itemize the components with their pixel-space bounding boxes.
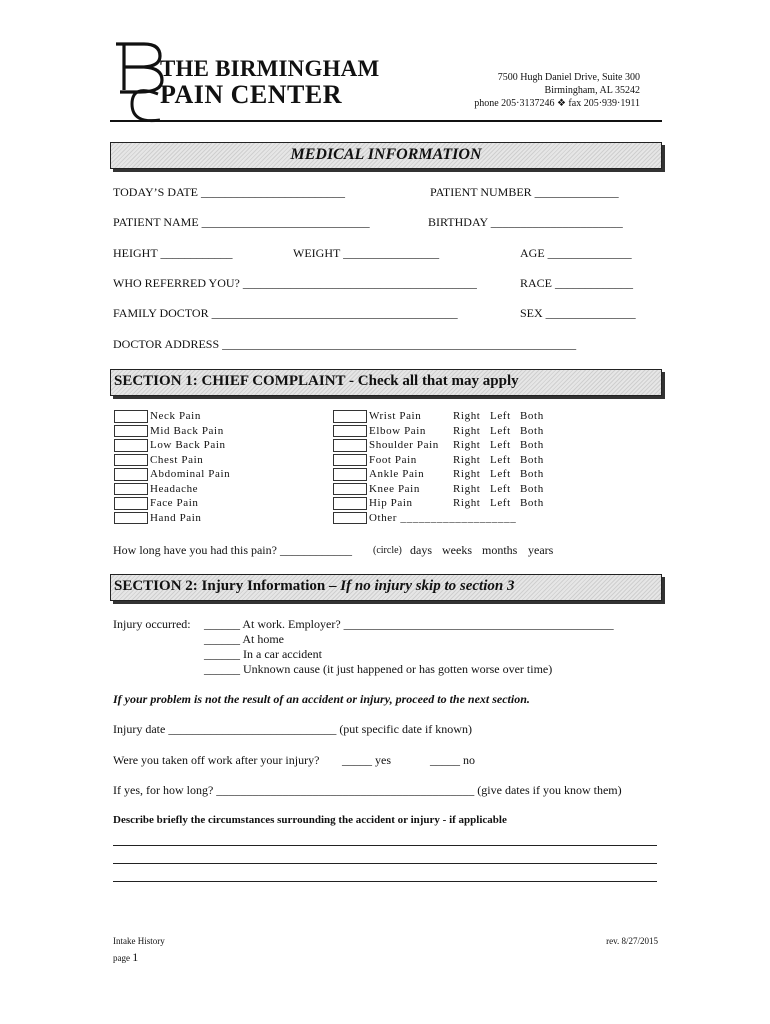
off-work-yes[interactable]: _____ yes [342, 753, 391, 767]
section2-bar [110, 574, 662, 601]
footer-revision: rev. 8/27/2015 [606, 936, 658, 946]
complaint-label: Chest Pain [150, 453, 204, 466]
checkbox-ankle-pain[interactable] [333, 468, 367, 481]
logo-line-2: PAIN CENTER [160, 80, 342, 109]
family-doctor-field[interactable]: FAMILY DOCTOR _________________________________________ [113, 306, 458, 320]
complaint-label: Headache [150, 482, 199, 495]
logo-line-1: THE BIRMINGHAM [160, 56, 380, 81]
complaint-label[interactable]: Other ___________________ [369, 511, 517, 524]
doctor-address-field[interactable]: DOCTOR ADDRESS ___________________________________________________________ [113, 337, 577, 351]
injury-option-work[interactable]: ______ At work. Employer? _____________________________________________ [204, 617, 614, 631]
age-field[interactable]: AGE ______________ [520, 246, 632, 260]
side-left[interactable]: Left [490, 482, 511, 495]
complaint-label: Hip Pain [369, 497, 413, 509]
checkbox-neck-pain[interactable] [114, 410, 148, 423]
sex-field[interactable]: SEX _______________ [520, 306, 636, 320]
checkbox-elbow-pain[interactable] [333, 425, 367, 438]
complaint-label: Foot Pain [369, 453, 417, 466]
side-both[interactable]: Both [520, 439, 544, 451]
checkbox-headache[interactable] [114, 483, 148, 496]
checkbox-hip-pain[interactable] [333, 497, 367, 510]
footer-page [113, 950, 138, 965]
side-right[interactable]: Right [453, 468, 481, 480]
checkbox-abdominal-pain[interactable] [114, 468, 148, 481]
race-field[interactable]: RACE _____________ [520, 276, 634, 290]
injury-option-unknown[interactable]: ______ Unknown cause (it just happened or has gotten worse over time) [204, 662, 553, 676]
answer-line-3[interactable] [113, 881, 657, 882]
complaint-label: Hand Pain [150, 511, 202, 524]
checkbox-other[interactable] [333, 512, 367, 525]
side-right[interactable]: Right [453, 424, 481, 437]
complaint-label: Face Pain [150, 497, 199, 509]
complaint-label: Elbow Pain [369, 424, 427, 437]
section1-bar [110, 369, 662, 396]
section2-title [114, 578, 514, 595]
side-left[interactable]: Left [490, 424, 511, 437]
section1-title: SECTION 1: CHIEF COMPLAINT - Check all that may apply [114, 373, 519, 389]
checkbox-hand-pain[interactable] [114, 512, 148, 525]
birthday-field[interactable]: BIRTHDAY ______________________ [428, 215, 623, 229]
complaint-label: Shoulder Pain [369, 439, 439, 451]
address-line-1: 7500 Hugh Daniel Drive, Suite 300 [497, 72, 640, 83]
referred-by-field[interactable]: WHO REFERRED YOU? _______________________________________ [113, 276, 477, 290]
side-both[interactable]: Both [520, 424, 544, 437]
injury-date-field[interactable]: Injury date ____________________________ (put specific date if known) [113, 722, 472, 736]
injury-option-home[interactable]: ______ At home [204, 632, 284, 646]
phone-fax: phone 205·3137246 ❖ fax 205·939·1911 [474, 98, 640, 109]
patient-name-field[interactable]: PATIENT NAME ____________________________ [113, 215, 370, 229]
complaint-label: Wrist Pain [369, 410, 422, 422]
height-field[interactable]: HEIGHT ____________ [113, 246, 233, 260]
complaint-label: Mid Back Pain [150, 424, 224, 437]
side-left[interactable]: Left [490, 497, 511, 509]
footer-page-label: page [113, 953, 130, 963]
complaint-label: Abdominal Pain [150, 468, 231, 480]
complaint-label: Ankle Pain [369, 468, 425, 480]
side-right[interactable]: Right [453, 439, 481, 451]
checkbox-foot-pain[interactable] [333, 454, 367, 467]
checkbox-knee-pain[interactable] [333, 483, 367, 496]
answer-line-2[interactable] [113, 863, 657, 864]
checkbox-low-back-pain[interactable] [114, 439, 148, 452]
unit-months[interactable]: months [482, 543, 518, 557]
side-both[interactable]: Both [520, 410, 544, 422]
footer-page-number: 1 [132, 950, 139, 964]
off-work-question: Were you taken off work after your injury? [113, 753, 320, 767]
describe-circumstances-label: Describe briefly the circumstances surrounding the accident or injury - if applicable [113, 814, 507, 826]
title-bar [110, 142, 662, 169]
section2-title-italic: If no injury skip to section 3 [340, 578, 515, 594]
off-work-no[interactable]: _____ no [430, 753, 475, 767]
no-injury-note: If your problem is not the result of an accident or injury, proceed to the next section. [113, 692, 530, 706]
complaint-label: Low Back Pain [150, 439, 226, 451]
side-left[interactable]: Left [490, 439, 511, 451]
answer-line-1[interactable] [113, 845, 657, 846]
side-right[interactable]: Right [453, 453, 481, 466]
weight-field[interactable]: WEIGHT ________________ [293, 246, 440, 260]
side-both[interactable]: Both [520, 497, 544, 509]
checkbox-face-pain[interactable] [114, 497, 148, 510]
checkbox-shoulder-pain[interactable] [333, 439, 367, 452]
header-rule [110, 120, 662, 122]
unit-days[interactable]: days [410, 543, 432, 557]
side-right[interactable]: Right [453, 410, 481, 422]
footer-form-name: Intake History [113, 936, 165, 946]
patient-number-field[interactable]: PATIENT NUMBER ______________ [430, 185, 619, 199]
side-both[interactable]: Both [520, 468, 544, 480]
injury-occurred-label: Injury occurred: [113, 617, 191, 631]
unit-weeks[interactable]: weeks [442, 543, 472, 557]
side-left[interactable]: Left [490, 468, 511, 480]
side-left[interactable]: Left [490, 410, 511, 422]
side-both[interactable]: Both [520, 482, 544, 495]
checkbox-wrist-pain[interactable] [333, 410, 367, 423]
circle-hint: (circle) [373, 545, 402, 556]
injury-option-car[interactable]: ______ In a car accident [204, 647, 322, 661]
side-right[interactable]: Right [453, 482, 481, 495]
complaint-label: Knee Pain [369, 482, 420, 495]
side-right[interactable]: Right [453, 497, 481, 509]
page-title: MEDICAL INFORMATION [290, 146, 482, 163]
complaint-label: Neck Pain [150, 410, 201, 422]
unit-years[interactable]: years [528, 543, 554, 557]
section2-title-plain: SECTION 2: Injury Information – [114, 578, 341, 594]
pain-duration-question[interactable]: How long have you had this pain? ____________ [113, 543, 352, 557]
checkbox-mid-back-pain[interactable] [114, 425, 148, 438]
side-left[interactable]: Left [490, 453, 511, 466]
todays-date-field[interactable]: TODAY’S DATE ________________________ [113, 185, 346, 199]
off-work-duration-field[interactable]: If yes, for how long? ___________________________________________ (give dates if you know them) [113, 783, 622, 797]
side-both[interactable]: Both [520, 453, 544, 466]
address-line-2: Birmingham, AL 35242 [544, 85, 640, 96]
checkbox-chest-pain[interactable] [114, 454, 148, 467]
